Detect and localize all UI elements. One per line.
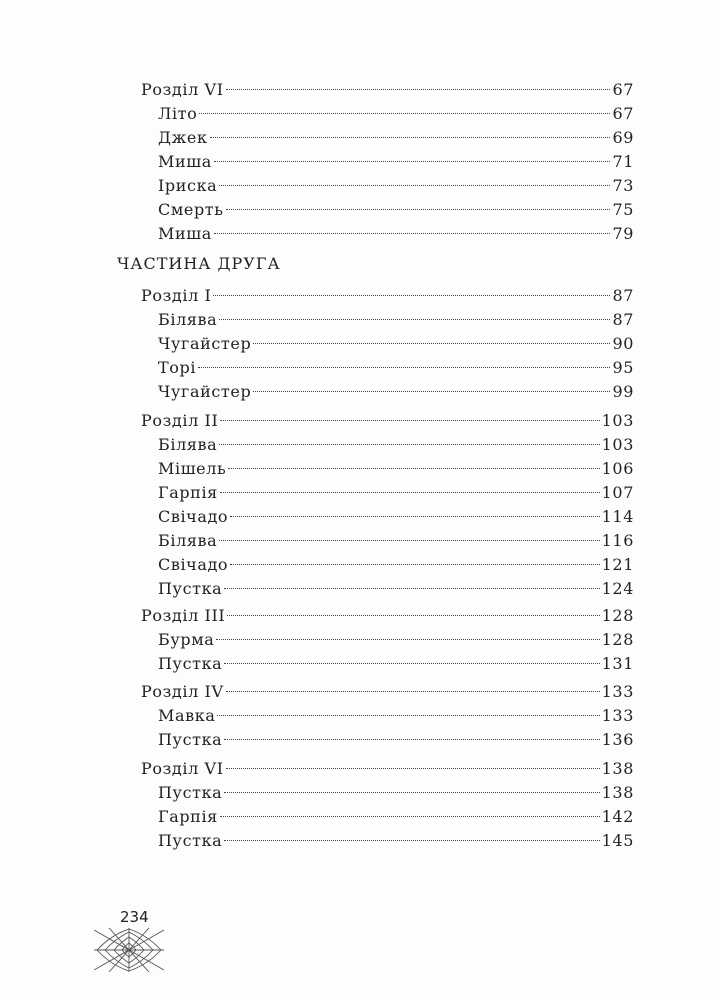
dot-leader [220, 420, 599, 421]
part-heading: ЧАСТИНА ДРУГА [117, 254, 281, 273]
dot-leader [220, 816, 600, 817]
toc-page-number: 95 [612, 358, 634, 377]
dot-leader [226, 209, 611, 210]
toc-item-row[interactable] [158, 308, 634, 332]
toc-section-row[interactable] [141, 604, 634, 628]
toc-page-number: 69 [612, 128, 634, 147]
toc-item-label: Мішель [158, 459, 227, 478]
dot-leader [226, 768, 600, 769]
toc-section-row[interactable] [141, 284, 634, 308]
page-number: 234 [120, 908, 149, 926]
dot-leader [224, 792, 599, 793]
dot-leader [224, 588, 599, 589]
toc-page-number: 116 [601, 531, 634, 550]
toc-item-label: Торі [158, 358, 197, 377]
toc-item-label: Літо [158, 104, 198, 123]
toc-page-number: 121 [601, 555, 634, 574]
toc-page-number: 136 [601, 730, 634, 749]
toc-item-label: Пустка [158, 654, 223, 673]
toc-page-number: 106 [601, 459, 634, 478]
dot-leader [227, 615, 599, 616]
dot-leader [253, 391, 610, 392]
toc-page-number: 133 [601, 706, 634, 725]
dot-leader [217, 715, 599, 716]
toc-page-number: 133 [601, 682, 634, 701]
dot-leader [228, 468, 599, 469]
toc-page-number: 67 [612, 104, 634, 123]
toc-section-row[interactable] [141, 409, 634, 433]
toc-item-label: Пустка [158, 783, 223, 802]
dot-leader [219, 444, 599, 445]
toc-item-row[interactable] [158, 505, 634, 529]
toc-item-row[interactable] [158, 433, 634, 457]
toc-item-label: Гарпія [158, 807, 218, 826]
toc-item-label: Іриска [158, 176, 218, 195]
dot-leader [219, 319, 610, 320]
toc-item-row[interactable] [158, 704, 634, 728]
toc-section-label: Розділ II [141, 411, 219, 430]
dot-leader [213, 295, 610, 296]
toc-item-row[interactable] [158, 553, 634, 577]
toc-item-label: Свічадо [158, 507, 229, 526]
toc-page-number: 142 [601, 807, 634, 826]
toc-item-row[interactable] [158, 781, 634, 805]
toc-page-number: 145 [601, 831, 634, 850]
dot-leader [220, 492, 600, 493]
toc-page-number: 107 [601, 483, 634, 502]
toc-item-label: Бурма [158, 630, 215, 649]
dot-leader [224, 840, 599, 841]
toc-page-number: 87 [612, 286, 634, 305]
dot-leader [198, 367, 610, 368]
toc-section-label: Розділ VI [141, 80, 224, 99]
toc-page-number: 99 [612, 382, 634, 401]
toc-item-row[interactable] [158, 332, 634, 356]
toc-page-number: 128 [601, 630, 634, 649]
toc-section-label: Розділ III [141, 606, 226, 625]
toc-item-label: Смерть [158, 200, 224, 219]
toc-item-label: Джек [158, 128, 208, 147]
toc-item-label: Миша [158, 152, 212, 171]
toc-item-row[interactable] [158, 829, 634, 853]
toc-item-label: Пустка [158, 730, 223, 749]
dot-leader [224, 663, 599, 664]
toc-item-row[interactable] [158, 174, 634, 198]
toc-page-number: 128 [601, 606, 634, 625]
toc-section-row[interactable] [141, 757, 634, 781]
toc-page-number: 90 [612, 334, 634, 353]
dot-leader [226, 89, 611, 90]
toc-item-label: Білява [158, 310, 218, 329]
toc-item-label: Пустка [158, 831, 223, 850]
dot-leader [230, 516, 599, 517]
toc-page-number: 138 [601, 759, 634, 778]
toc-item-row[interactable] [158, 481, 634, 505]
toc-item-label: Мавка [158, 706, 216, 725]
toc-page-number: 114 [601, 507, 634, 526]
toc-page-number: 71 [612, 152, 634, 171]
toc-item-row[interactable] [158, 457, 634, 481]
dot-leader [219, 540, 599, 541]
toc-item-row[interactable] [158, 198, 634, 222]
dot-leader [199, 113, 610, 114]
toc-item-label: Гарпія [158, 483, 218, 502]
toc-section-label: Розділ IV [141, 682, 224, 701]
toc-item-row[interactable] [158, 805, 634, 829]
toc-item-row[interactable] [158, 356, 634, 380]
toc-section-row[interactable] [141, 680, 634, 704]
dot-leader [210, 137, 611, 138]
toc-item-row[interactable] [158, 126, 634, 150]
toc-item-label: Свічадо [158, 555, 229, 574]
toc-page-number: 73 [612, 176, 634, 195]
toc-section-label: Розділ VI [141, 759, 224, 778]
toc-item-label: Чугайстер [158, 382, 252, 401]
toc-page-number: 75 [612, 200, 634, 219]
toc-item-row[interactable] [158, 102, 634, 126]
toc-page-number: 103 [601, 411, 634, 430]
toc-item-row[interactable] [158, 529, 634, 553]
toc-item-row[interactable] [158, 652, 634, 676]
toc-item-row[interactable] [158, 222, 634, 246]
dot-leader [230, 564, 599, 565]
toc-item-row[interactable] [158, 150, 634, 174]
toc-section-row[interactable] [141, 78, 634, 102]
toc-item-label: Білява [158, 531, 218, 550]
toc-page-number: 124 [601, 579, 634, 598]
dot-leader [214, 233, 611, 234]
toc-item-label: Миша [158, 224, 212, 243]
toc-page-number: 103 [601, 435, 634, 454]
toc-item-row[interactable] [158, 380, 634, 404]
toc-page-number: 67 [612, 80, 634, 99]
toc-page-number: 131 [601, 654, 634, 673]
dot-leader [219, 185, 610, 186]
toc-page-number: 79 [612, 224, 634, 243]
dot-leader [253, 343, 610, 344]
toc-item-label: Білява [158, 435, 218, 454]
toc-item-row[interactable] [158, 628, 634, 652]
dot-leader [216, 639, 599, 640]
toc-item-row[interactable] [158, 577, 634, 601]
toc-item-row[interactable] [158, 728, 634, 752]
toc-section-label: Розділ I [141, 286, 212, 305]
toc-page-number: 87 [612, 310, 634, 329]
toc-item-label: Пустка [158, 579, 223, 598]
toc-page-number: 138 [601, 783, 634, 802]
spiderweb-icon [94, 928, 164, 972]
toc-item-label: Чугайстер [158, 334, 252, 353]
dot-leader [214, 161, 611, 162]
dot-leader [224, 739, 599, 740]
dot-leader [226, 691, 600, 692]
